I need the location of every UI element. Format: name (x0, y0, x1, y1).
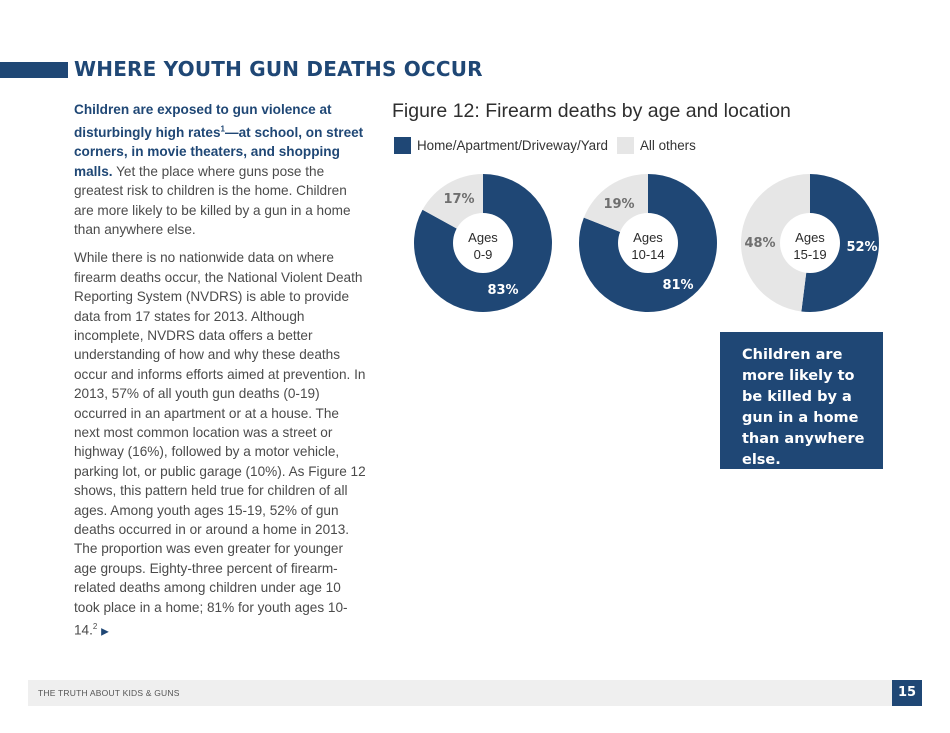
donut-label-home: 83% (487, 283, 519, 298)
donut-center-line1: Ages (633, 230, 663, 245)
continue-arrow-icon: ▶ (101, 626, 109, 638)
legend-label-other: All others (640, 138, 696, 153)
donut-label-other: 17% (443, 192, 475, 207)
donut-chart-ages-10-14 (578, 170, 718, 316)
donut-center-line2: 10-14 (631, 247, 665, 262)
donut-chart-ages-0-9 (413, 170, 553, 316)
footer-bar (28, 680, 892, 706)
donut-label-home: 81% (662, 278, 694, 293)
callout-box: Children are more likely to be killed by a gun in a home than anywhere else. (720, 332, 883, 469)
donut-center-line1: Ages (468, 230, 498, 245)
figure-title: Figure 12: Firearm deaths by age and location (392, 100, 791, 122)
footer-text: THE TRUTH ABOUT KIDS & GUNS (38, 688, 180, 698)
legend-label-home: Home/Apartment/Driveway/Yard (417, 138, 609, 153)
donut-label-home: 52% (846, 240, 878, 255)
donut-label-other: 48% (744, 236, 776, 251)
legend-item-other (617, 137, 696, 154)
page-title: WHERE YOUTH GUN DEATHS OCCUR (74, 57, 483, 81)
body-text (74, 100, 366, 651)
lead-paragraph (74, 100, 366, 239)
legend-swatch-other (617, 137, 634, 154)
legend-item-home (394, 137, 608, 154)
donut-center-line2: 15-19 (793, 247, 827, 262)
donut-label-other: 19% (603, 197, 635, 212)
donut-center-line2: 0-9 (473, 247, 493, 262)
donut-chart-ages-15-19 (740, 170, 880, 316)
legend-swatch-home (394, 137, 411, 154)
lead-strong: Children are exposed to gun violence at disturbingly high rates$^1$—at school, on street corners, in movie theaters, and shopping malls. (74, 102, 364, 179)
title-accent-bar (0, 62, 68, 78)
body-paragraph: While there is no nationwide data on where firearm deaths occur, the National Violent Death Reporting System (NVDRS) is able to provide data from 17 states for 2013. Although incomplete, NVDRS data offers a better understanding of how and why these deaths occur and informs efforts aimed at prevention. In 2013, 57% of all youth gun deaths (0-19) occurred in an apartment or at a house. The next most common location was a street or highway (16%), followed by a motor vehicle, parking lot, or public garage (10%). As Figure 12 shows, this pattern held true for children of all ages. Among youth ages 15-19, 52% of gun deaths occurred in or around a home in 2013. The proportion was even greater for younger age groups. Eighty-three percent of firearm-related deaths among children under age 10 took place in a home; 81% for youth ages 10-14.$^2$ ▶ (74, 250, 366, 638)
lead-rest: Yet the place where guns pose the greatest risk to children is the home. Children are more likely to be killed by a gun in a home than anywhere else. (74, 163, 351, 237)
donut-center-line1: Ages (795, 230, 825, 245)
page-number: 15 (892, 680, 922, 706)
